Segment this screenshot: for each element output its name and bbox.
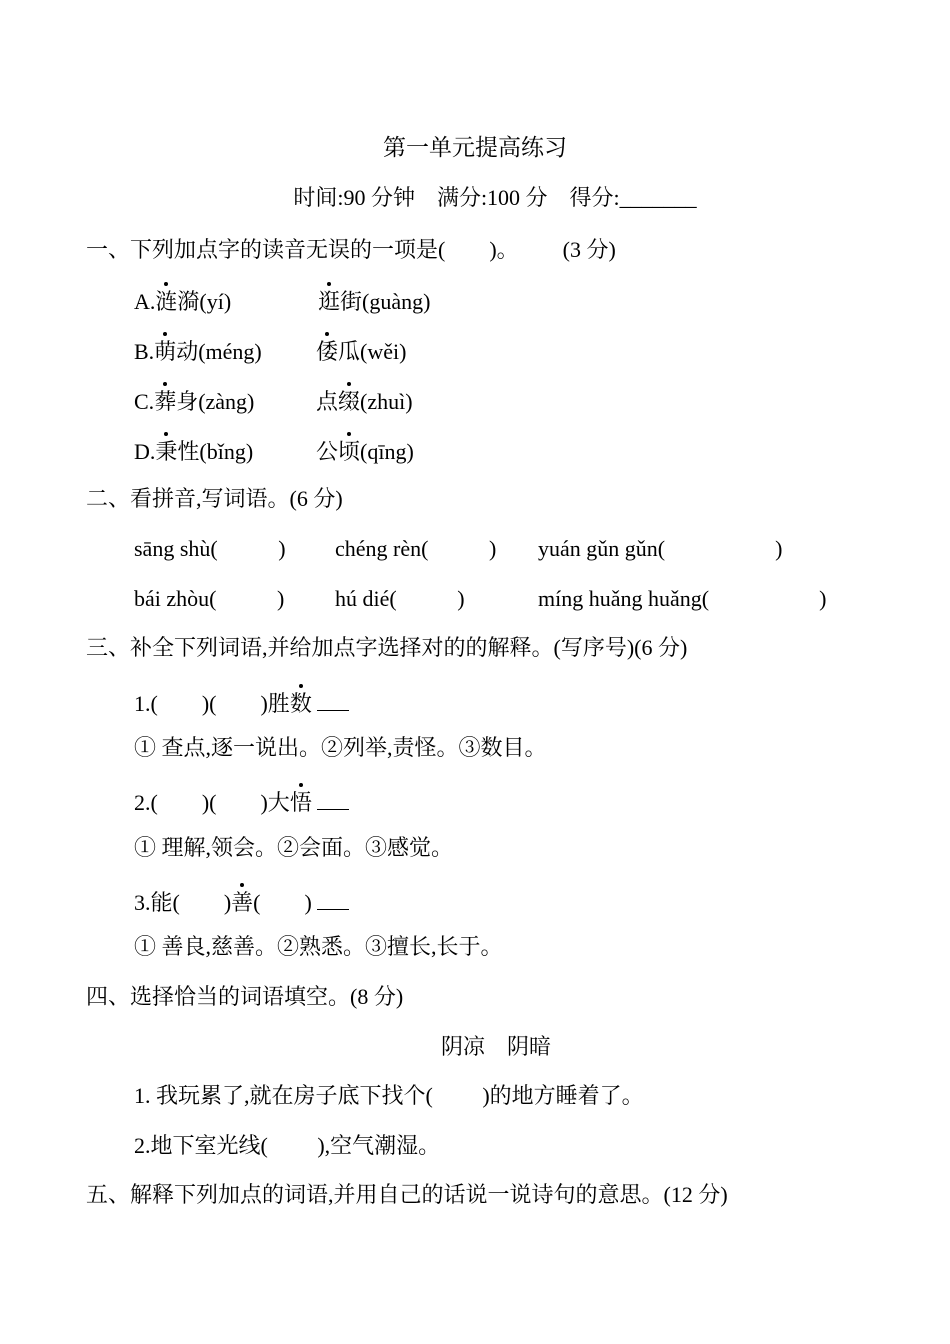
pinyin-item: hú dié( ) bbox=[335, 586, 465, 611]
question-3-heading: 三、补全下列词语,并给加点字选择对的的解释。(写序号)(6 分) bbox=[86, 635, 688, 660]
dotted-char: 倭 bbox=[316, 339, 339, 364]
q1-option-d-left: D.秉性(bǐng) bbox=[134, 439, 254, 464]
question-5-heading: 五、解释下列加点的词语,并用自己的话说一说诗句的意思。(12 分) bbox=[86, 1182, 728, 1207]
pinyin-item: bái zhòu( ) bbox=[134, 586, 285, 611]
q3-item-2: 2.( )( )大悟 bbox=[134, 787, 349, 817]
q1-option-d-right: 公顷(qīng) bbox=[316, 439, 414, 464]
answer-blank[interactable] bbox=[317, 787, 349, 810]
q3-options-1: ① 查点,逐一说出。②列举,责怪。③数目。 bbox=[134, 735, 547, 760]
q1-option-c-left: C.葬身(zàng) bbox=[134, 389, 255, 414]
answer-blank[interactable] bbox=[317, 688, 349, 711]
pinyin-item: chéng rèn( ) bbox=[335, 536, 497, 561]
word-choices: 阴凉 阴暗 bbox=[441, 1034, 552, 1059]
q1-option-b-right: 倭瓜(wěi) bbox=[316, 339, 407, 364]
dotted-char: 顷 bbox=[338, 439, 361, 464]
q1-option-a-left: A.涟漪(yí) bbox=[134, 289, 232, 314]
dotted-char: 善 bbox=[231, 890, 254, 915]
dotted-char: 缀 bbox=[338, 389, 361, 414]
pinyin-item: sāng shù( ) bbox=[134, 536, 286, 561]
q4-sentence-2: 2.地下室光线( ),空气潮湿。 bbox=[134, 1133, 441, 1158]
question-2-heading: 二、看拼音,写词语。(6 分) bbox=[86, 486, 343, 511]
exam-meta: 时间:90 分钟 满分:100 分 得分:_______ bbox=[293, 185, 697, 210]
q1-option-b-left: B.萌动(méng) bbox=[134, 339, 262, 364]
pinyin-item: míng huǎng huǎng( ) bbox=[538, 586, 827, 611]
dotted-char: 悟 bbox=[289, 790, 312, 815]
question-1-heading: 一、下列加点字的读音无误的一项是( )。 (3 分) bbox=[86, 237, 616, 262]
q3-item-1: 1.( )( )胜数 bbox=[134, 688, 349, 718]
q1-option-a-right: 逛街(guàng) bbox=[318, 289, 431, 314]
dotted-char: 萌 bbox=[154, 339, 177, 364]
q1-option-c-right: 点缀(zhuì) bbox=[316, 389, 413, 414]
page-title: 第一单元提高练习 bbox=[383, 135, 567, 160]
dotted-char: 逛 bbox=[318, 289, 341, 314]
dotted-char: 葬 bbox=[154, 389, 177, 414]
q3-options-2: ① 理解,领会。②会面。③感觉。 bbox=[134, 835, 454, 860]
q4-sentence-1: 1. 我玩累了,就在房子底下找个( )的地方睡着了。 bbox=[134, 1083, 644, 1108]
dotted-char: 数 bbox=[289, 691, 312, 716]
question-4-heading: 四、选择恰当的词语填空。(8 分) bbox=[86, 984, 404, 1009]
answer-blank[interactable] bbox=[317, 887, 349, 910]
dotted-char: 秉 bbox=[155, 439, 178, 464]
dotted-char: 涟 bbox=[155, 289, 178, 314]
q3-options-3: ① 善良,慈善。②熟悉。③擅长,长于。 bbox=[134, 934, 503, 959]
pinyin-item: yuán gǔn gǔn( ) bbox=[538, 536, 783, 561]
q3-item-3: 3.能( )善( ) bbox=[134, 887, 349, 917]
